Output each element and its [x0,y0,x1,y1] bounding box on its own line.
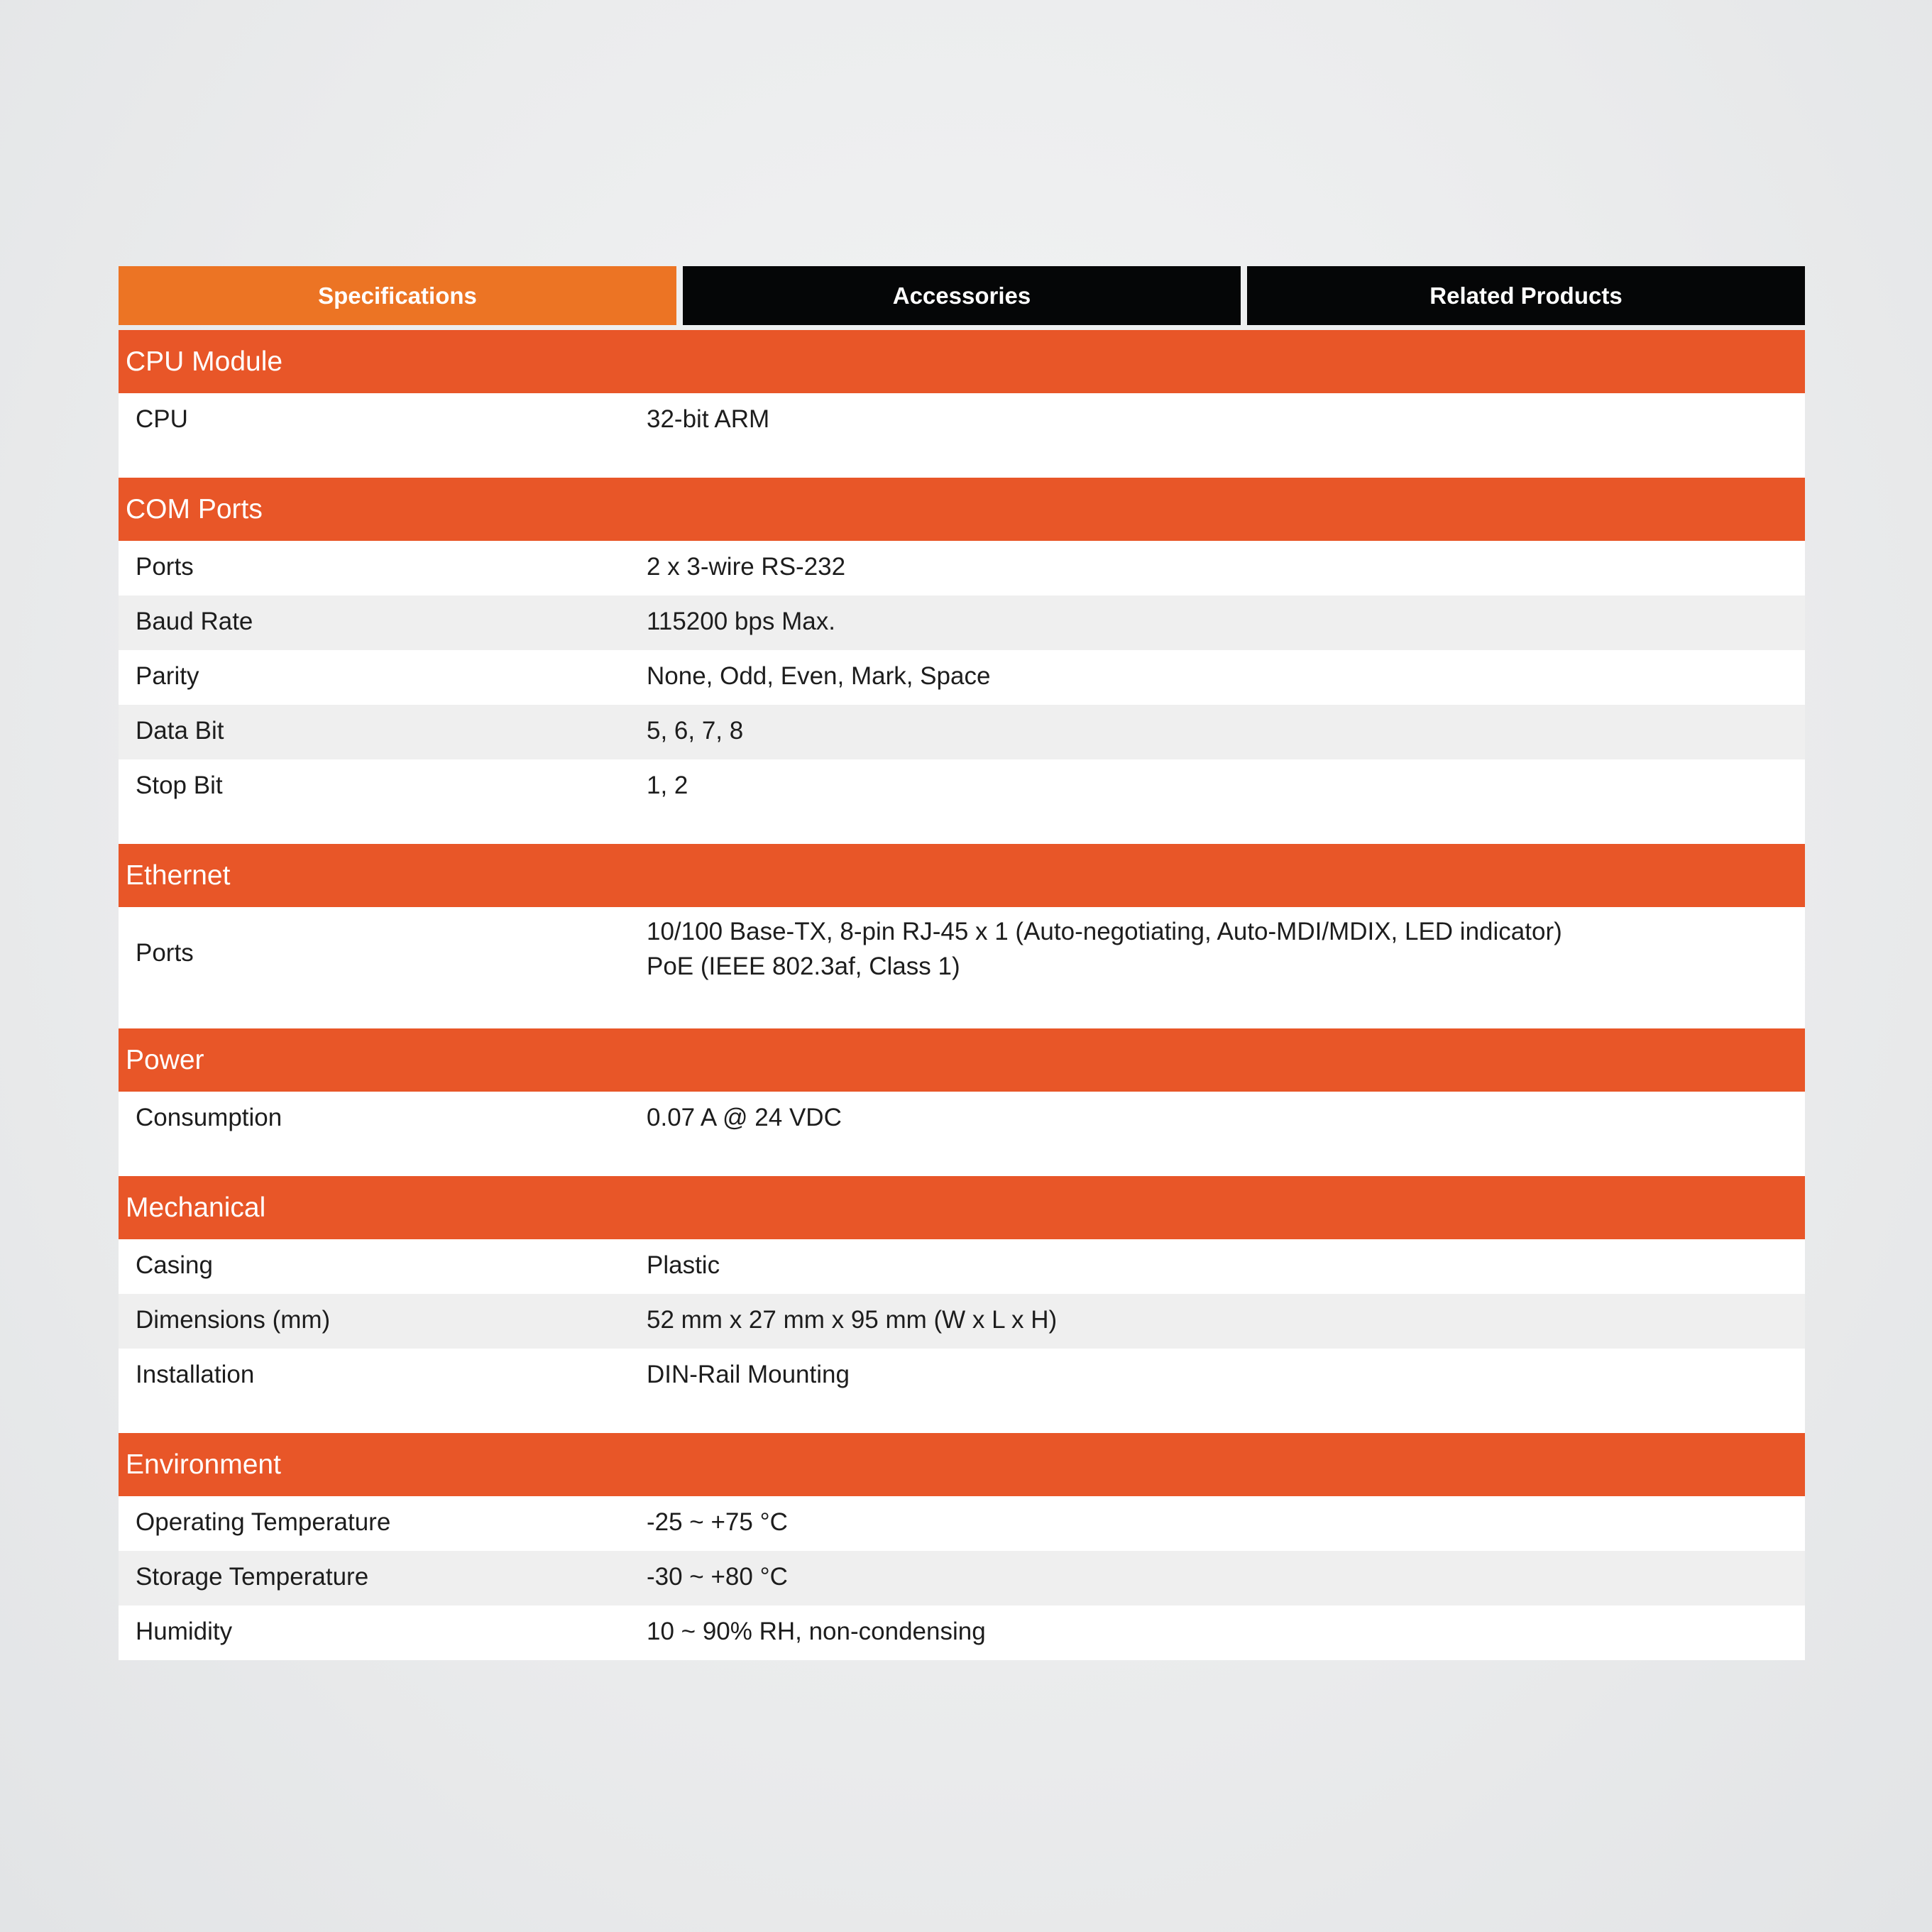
spec-value-line: 1, 2 [647,772,688,799]
spec-value-line: DIN-Rail Mounting [647,1361,850,1388]
tab-bar [119,266,1805,325]
tab-related-products[interactable]: Related Products [1247,266,1805,325]
spec-value [647,1505,1805,1551]
spec-value [647,1614,1805,1660]
tab-accessories[interactable]: Accessories [683,266,1241,325]
spec-label: Humidity [136,1618,233,1645]
spec-value-line: None, Odd, Even, Mark, Space [647,662,991,690]
spec-row [119,1092,1805,1176]
section-header: Power [119,1028,1805,1092]
spec-value [647,402,1805,478]
spec-value-line: 10/100 Base-TX, 8-pin RJ-45 x 1 (Auto-negotiating, Auto-MDI/MDIX, LED indicator) [647,918,1562,945]
spec-value [647,914,1805,1028]
spec-value [647,1100,1805,1176]
spec-row [119,650,1805,705]
spec-value-line: 32-bit ARM [647,405,770,433]
section-header: Mechanical [119,1176,1805,1239]
spec-value [647,1302,1805,1349]
section-header: Ethernet [119,844,1805,907]
spec-value [647,1559,1805,1606]
spec-value-line: PoE (IEEE 802.3af, Class 1) [647,953,960,980]
spec-row [119,1496,1805,1551]
spec-label: CPU [136,405,188,433]
spec-row [119,595,1805,650]
section-header: Environment [119,1433,1805,1496]
spec-row [119,541,1805,595]
spec-label: Storage Temperature [136,1563,369,1591]
spec-value-line: 0.07 A @ 24 VDC [647,1104,842,1131]
spec-row [119,705,1805,759]
spec-value [647,604,1805,650]
spec-label: Data Bit [136,717,224,745]
spec-label: Consumption [136,1104,282,1131]
tab-specifications[interactable]: Specifications [119,266,676,325]
spec-row [119,1239,1805,1294]
spec-label: Operating Temperature [136,1508,391,1536]
spec-label: Dimensions (mm) [136,1306,331,1334]
spec-value [647,768,1805,844]
spec-value [647,713,1805,759]
spec-label: Ports [136,553,194,581]
spec-label: Parity [136,662,199,690]
section-header: CPU Module [119,330,1805,393]
spec-label: Baud Rate [136,608,253,635]
spec-row [119,1349,1805,1433]
spec-row [119,907,1805,1028]
spec-value-line: 2 x 3-wire RS-232 [647,553,846,581]
spec-label: Ports [136,939,194,967]
spec-row [119,759,1805,844]
spec-value-line: 5, 6, 7, 8 [647,717,744,745]
spec-value-line: -25 ~ +75 °C [647,1508,788,1536]
spec-value-line: 52 mm x 27 mm x 95 mm (W x L x H) [647,1306,1058,1334]
spec-row [119,1551,1805,1606]
section-header: COM Ports [119,478,1805,541]
spec-label: Casing [136,1251,213,1279]
spec-label: Installation [136,1361,255,1388]
spec-row [119,393,1805,478]
spec-value-line: -30 ~ +80 °C [647,1563,788,1591]
spec-row [119,1606,1805,1660]
spec-value-line: 10 ~ 90% RH, non-condensing [647,1618,986,1645]
spec-value [647,549,1805,595]
spec-value-line: 115200 bps Max. [647,608,835,635]
spec-row [119,1294,1805,1349]
spec-value-line: Plastic [647,1251,720,1279]
spec-value [647,1248,1805,1294]
spec-value [647,1357,1805,1433]
spec-table [119,330,1805,1660]
spec-label: Stop Bit [136,772,223,799]
spec-panel [119,266,1805,1660]
spec-value [647,659,1805,705]
